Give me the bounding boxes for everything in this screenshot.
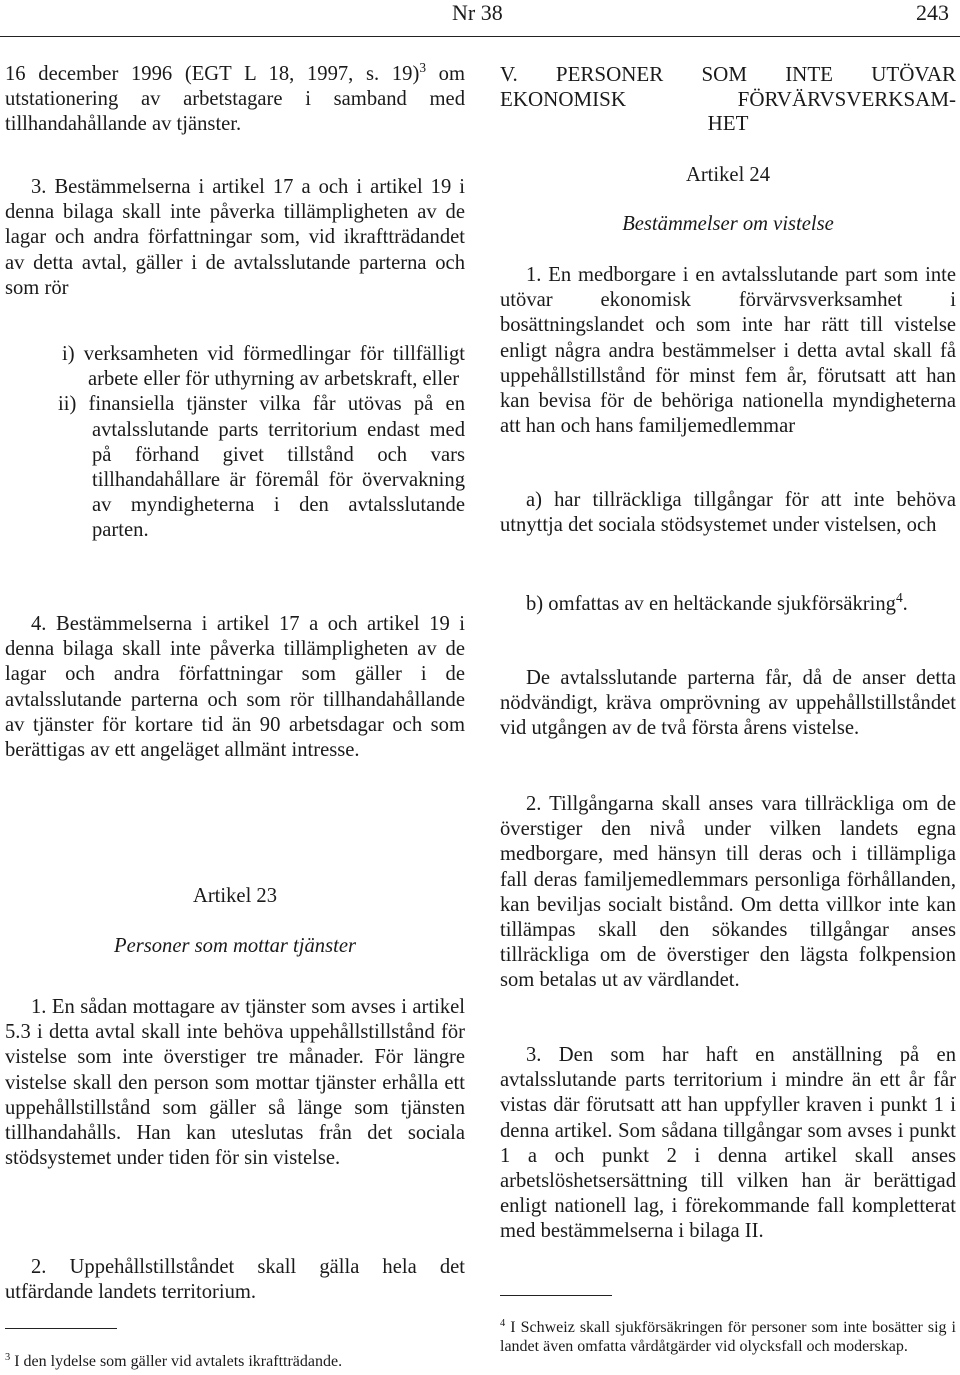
article-23-title: Artikel 23 bbox=[192, 885, 278, 907]
left-paragraph-1 bbox=[5, 59, 465, 138]
list-item-b-end: . bbox=[902, 593, 908, 615]
art23-p1-text: 1. En sådan mottagare av tjänster som avses i artikel 5.3 i detta avtal skall inte behöva uppehållstillstånd för vistelse som inte överstiger tre månader. För längre vistelse skall den person som mottar tjänster erhålla ett uppehållstillstånd som gäller så länge som tjänsten tillhandahålls. Han kan uteslutas från det sociala stödsystemet under tiden för sin vistelse. bbox=[5, 996, 465, 1170]
footnote-ref-4[interactable]: 4 bbox=[895, 589, 903, 605]
art24-p2-text: 2. Tillgångarna skall anses vara tillräckliga om de överstiger den nivå under vilken landets egna medborgare, med hänsyn till deras och i tillämpliga fall deras familjemedlemmars personliga förhållanden, kan beviljas socialt bistånd. Om detta villkor inte kan tillämpas skall den sökandes tillgångar anses tillräckliga om de överstiger den lägsta folkpension som betalas ut av värdlandet. bbox=[500, 793, 956, 992]
section-v-title bbox=[500, 62, 956, 136]
article-24-paragraph-1 bbox=[500, 263, 956, 439]
left-paragraph-4 bbox=[5, 612, 465, 763]
left-list bbox=[5, 342, 465, 544]
footnote-4-text: I Schweiz skall sjukförsäkringen för personer som inte bosätter sig i landet även omfatta vårdåtgärder vid olycksfall och moderskap. bbox=[500, 1319, 956, 1355]
left-paragraph-3 bbox=[5, 175, 465, 301]
article-23-paragraph-1 bbox=[5, 995, 465, 1171]
article-23-paragraph-2 bbox=[5, 1255, 465, 1305]
footnote-rule-right bbox=[500, 1295, 612, 1296]
art24-p1-text: 1. En medborgare i en avtalsslutande part som inte utövar ekonomisk förvärvsverksamhet i bosättningslandet och som inte har rätt till vistelse enligt några andra bestämmelser i detta avtal skall få uppehållstillstånd för minst fem år, förutsatt att han kan bevisa för de behöriga nationella myndigheterna att han och hans familjemedlemmar bbox=[500, 264, 956, 438]
left-p1-text: 16 december 1996 (EGT L 18, 1997, s. 19) bbox=[5, 63, 420, 85]
article-24-paragraph-3 bbox=[500, 1043, 956, 1245]
list-item-i: i) verksamheten vid förmedlingar för tillfälligt arbete eller för uthyrning av arbetskraft, eller bbox=[62, 343, 465, 391]
footnote-3-text: I den lydelse som gäller vid avtalets ikraftträdande. bbox=[10, 1353, 343, 1370]
footnote-4 bbox=[500, 1318, 956, 1356]
art24-p1-cont-text: De avtalsslutande parterna får, då de anser detta nödvändigt, kräva omprövning av uppehållstillståndet vid utgången av de två första årens vistelse. bbox=[500, 667, 956, 740]
list-item-b-text: b) omfattas av en heltäckande sjukförsäkring bbox=[526, 593, 896, 615]
footnote-rule-left bbox=[5, 1328, 117, 1329]
section-title-line-2: EKONOMISK FÖRVÄRVSVERKSAM- bbox=[500, 86, 956, 111]
list-item-b bbox=[500, 589, 956, 617]
footnote-4-number: 4 bbox=[500, 1317, 506, 1329]
footnote-3 bbox=[5, 1352, 465, 1371]
article-24-subtitle: Bestämmelser om vistelse bbox=[622, 213, 834, 235]
page-number: 243 bbox=[916, 0, 949, 25]
issue-number: Nr 38 bbox=[452, 0, 503, 25]
article-24-paragraph-1-cont bbox=[500, 666, 956, 742]
section-title-line-3: HET bbox=[707, 111, 749, 135]
list-item-ii: ii) finansiella tjänster vilka får utövas på en avtalsslutande parts territorium endast med på förhand givet tillstånd och vars tillhandahållare är föremål för övervakning av myndigheterna i den avtalsslutande parten. bbox=[58, 393, 465, 542]
left-p4-text: 4. Bestämmelserna i artikel 17 a och artikel 19 i denna bilaga skall inte påverka tillämpligheten av de lagar och andra författningar som gäller i de avtalsslutande parterna och som rör tillhandahållande av tjänster för kortare tid än 90 arbetsdagar och som berättigas av ett angeläget allmänt intresse. bbox=[5, 613, 465, 762]
section-title-line-1: V. PERSONER SOM INTE UTÖVAR bbox=[500, 62, 956, 86]
article-24-title: Artikel 24 bbox=[685, 164, 771, 186]
header-rule bbox=[0, 36, 960, 37]
footnote-ref-3[interactable]: 3 bbox=[419, 59, 426, 75]
left-p1-text-cont: om utstationering av arbetstagare i samband med tillhandahållande av tjänster. bbox=[5, 63, 465, 136]
article-24-paragraph-2 bbox=[500, 792, 956, 994]
art24-p3-text: 3. Den som har haft en anställning på en avtalsslutande parts territorium i mindre än ett år får vistas där förutsatt att han uppfyller kraven i punkt 1 i denna artikel. Som sådana tillgångar som avses i punkt 1 a och punkt 2 i denna artikel skall anses arbetslöshetsersättning till vilken han är berättigad enligt nationell lag, i förekommande fall kompletterat med bestämmelserna i bilaga II. bbox=[500, 1044, 956, 1243]
list-item-a-text: a) har tillräckliga tillgångar för att inte behöva utnyttja det sociala stödsystemet under vistelsen, och bbox=[500, 489, 956, 537]
art23-p2-text: 2. Uppehållstillståndet skall gälla hela det utfärdande landets territorium. bbox=[5, 1256, 465, 1304]
footnote-3-number: 3 bbox=[5, 1351, 11, 1363]
article-23-subtitle: Personer som mottar tjänster bbox=[114, 935, 356, 957]
list-item-a bbox=[500, 488, 956, 538]
left-p3-text: 3. Bestämmelserna i artikel 17 a och i artikel 19 i denna bilaga skall inte påverka tillämpligheten av de lagar och andra författningar som, vid ikraftträdandet av detta avtal, gäller i de avtalsslutande parterna och som rör bbox=[5, 176, 465, 299]
